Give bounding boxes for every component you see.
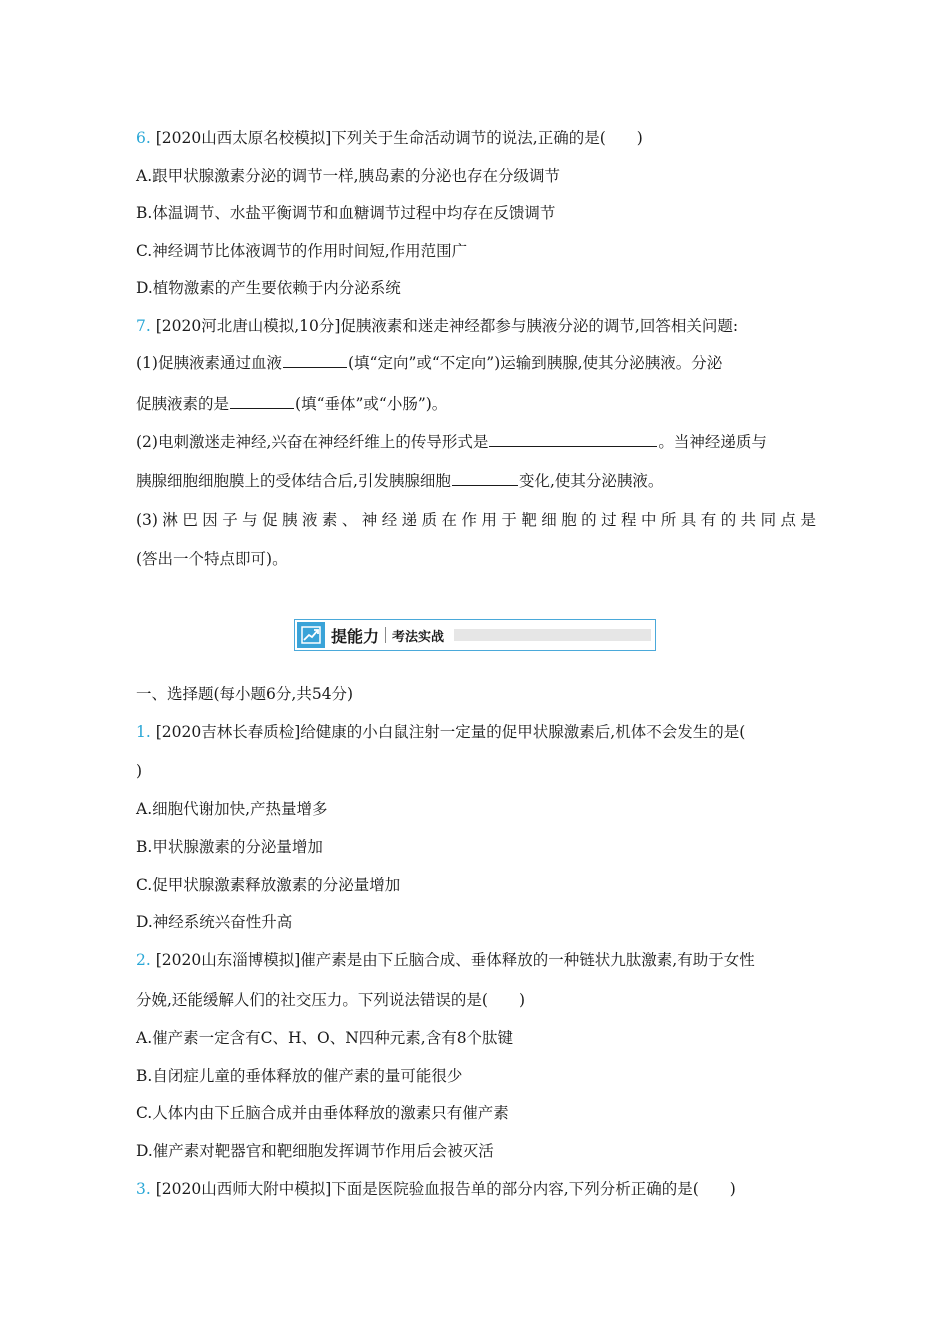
text-segment: (1)促胰液素通过血液 [136,354,282,372]
question-3-stem [136,1178,736,1200]
section-heading: 一、选择题(每小题6分,共54分) [136,685,354,703]
answer-blank [283,352,347,368]
question-1-option-c: C.促甲状腺激素释放激素的分泌量增加 [136,876,401,894]
question-6-option-b: B.体温调节、水盐平衡调节和血糖调节过程中均存在反馈调节 [136,204,556,222]
text-segment: 胰腺细胞细胞膜上的受体结合后,引发胰腺细胞 [136,472,451,490]
question-7-stem [136,315,738,337]
question-1-stem-cont: ) [136,762,143,780]
banner-decor-bar [454,629,651,641]
question-1-stem [136,721,745,743]
question-1-option-a: A.细胞代谢加快,产热量增多 [136,800,328,818]
question-text: [2020山西师大附中模拟]下面是医院验血报告单的部分内容,下列分析正确的是( ) [155,1180,736,1198]
question-6-option-a: A.跟甲状腺激素分泌的调节一样,胰岛素的分泌也存在分级调节 [136,167,561,185]
question-7-part-1-cont [136,393,447,415]
answer-blank [489,431,657,447]
question-2-option-a: A.催产素一定含有C、H、O、N四种元素,含有8个肽键 [136,1029,514,1047]
chart-trend-icon [297,622,325,648]
question-7-part-2 [136,431,767,453]
question-number: 3. [136,1180,151,1198]
question-6-option-d: D.植物激素的产生要依赖于内分泌系统 [136,279,401,297]
text-segment: (填“定向”或“不定向”)运输到胰腺,使其分泌胰液。分泌 [347,354,723,372]
question-1-option-b: B.甲状腺激素的分泌量增加 [136,838,323,856]
answer-blank [452,470,518,486]
question-7-part-1 [136,352,722,374]
question-2-option-d: D.催产素对靶器官和靶细胞发挥调节作用后会被灭活 [136,1142,494,1160]
text-segment: 变化,使其分泌胰液。 [518,472,664,490]
text-segment: (填“垂体”或“小肠”)。 [295,395,448,413]
question-2-option-b: B.自闭症儿童的垂体释放的催产素的量可能很少 [136,1067,463,1085]
question-2-stem [136,949,755,971]
question-text: [2020山东淄博模拟]催产素是由下丘脑合成、垂体释放的一种链状九肽激素,有助于女性 [155,951,755,969]
question-2-option-c: C.人体内由下丘脑合成并由垂体释放的激素只有催产素 [136,1104,509,1122]
question-1-option-d: D.神经系统兴奋性升高 [136,913,293,931]
text-segment: (2)电刺激迷走神经,兴奋在神经纤维上的传导形式是 [136,433,489,451]
question-number: 6. [136,129,151,147]
question-text: [2020山西太原名校模拟]下列关于生命活动调节的说法,正确的是( ) [155,129,643,147]
question-text: [2020河北唐山模拟,10分]促胰液素和迷走神经都参与胰液分泌的调节,回答相关问题: [155,317,739,335]
question-text: [2020吉林长春质检]给健康的小白鼠注射一定量的促甲状腺激素后,机体不会发生的是( [155,723,746,741]
text-segment: 促胰液素的是 [136,395,230,413]
banner-divider [385,627,386,643]
question-6-option-c: C.神经调节比体液调节的作用时间短,作用范围广 [136,242,468,260]
banner-subtitle: 考法实战 [392,629,445,645]
question-number: 1. [136,723,151,741]
question-number: 7. [136,317,151,335]
question-2-stem-cont: 分娩,还能缓解人们的社交压力。下列说法错误的是( ) [136,991,526,1009]
question-7-part-3-cont: (答出一个特点即可)。 [136,550,288,568]
question-7-part-3: (3)淋巴因子与促胰液素、神经递质在作用于靶细胞的过程中所具有的共同点是 [136,511,816,529]
answer-blank [230,393,294,409]
section-banner [294,619,656,651]
question-7-part-2-cont [136,470,663,492]
banner-title: 提能力 [331,626,380,646]
text-segment: 。当神经递质与 [658,433,767,451]
question-number: 2. [136,951,151,969]
question-6-stem [136,127,643,149]
